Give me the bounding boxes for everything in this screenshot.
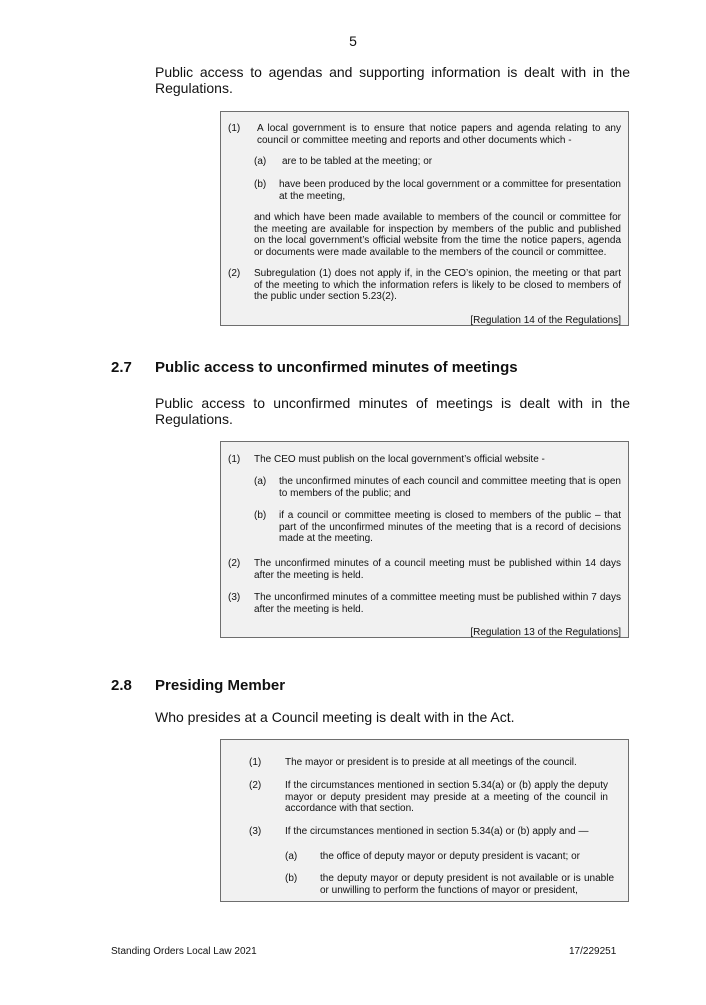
subitem-text: the office of deputy mayor or deputy president is vacant; or [320,851,580,862]
footer-document-reference: 17/229251 [569,946,617,957]
section-number: 2.8 [111,677,132,694]
subitem-label: (a) [285,851,298,862]
item-label: (3) [249,826,262,837]
subitem-label: (a) [254,476,267,487]
item-text: A local government is to ensure that notice papers and agenda relating to any council or committee meeting and reports and other documents which - [257,123,621,146]
item-text: If the circumstances mentioned in section 5.34(a) or (b) apply the deputy mayor or deputy president may preside at a meeting of the council in accordance with that section. [285,780,608,814]
item-text: Subregulation (1) does not apply if, in the CEO’s opinion, the meeting or that part of the meeting to which the information refers is likely to be closed to members of the public under section 5.23(2). [254,268,621,302]
subitem-text: the deputy mayor or deputy president is not available or is unable or unwilling to perform the functions of mayor or president, [320,873,614,896]
agendas-paragraph: Public access to agendas and supporting information is dealt with in the Regulations. [155,64,630,96]
section-heading-2-7 [111,359,518,376]
item-text: The unconfirmed minutes of a council meeting must be published within 14 days after the meeting is held. [254,558,621,581]
item-label: (2) [228,558,241,569]
item-label: (1) [228,454,241,465]
section-heading-2-8 [111,677,285,694]
continuation-text: and which have been made available to members of the council or committee for the meeting are available for inspection by members of the public and published on the local government’s official website from the time the notice papers, agenda or documents were made available to the members of the council or committee. [254,212,621,258]
regulation-reference: [Regulation 13 of the Regulations] [470,627,621,638]
subitem-label: (b) [285,873,298,884]
section-number: 2.7 [111,359,132,376]
subitem-text: are to be tabled at the meeting; or [282,156,433,167]
subitem-text: the unconfirmed minutes of each council and committee meeting that is open to members of the public; and [279,476,621,499]
item-text: The unconfirmed minutes of a committee meeting must be published within 7 days after the meeting is held. [254,592,621,615]
item-text: If the circumstances mentioned in section 5.34(a) or (b) apply and — [285,826,589,837]
subitem-label: (b) [254,510,267,521]
item-label: (1) [228,123,241,134]
regulation-reference: [Regulation 14 of the Regulations] [470,315,621,326]
subitem-text: if a council or committee meeting is closed to members of the public – that part of the unconfirmed minutes of the meeting that is a record of decisions made at the meeting. [279,510,621,544]
section-title: Public access to unconfirmed minutes of meetings [155,359,518,376]
subitem-label: (a) [254,156,267,167]
item-text: The CEO must publish on the local government’s official website - [254,454,545,465]
item-label: (1) [249,757,262,768]
minutes-paragraph: Public access to unconfirmed minutes of meetings is dealt with in the Regulations. [155,395,630,427]
item-label: (3) [228,592,241,603]
act-quote-box [220,739,629,902]
page-number: 5 [349,33,357,49]
subitem-text: have been produced by the local government or a committee for presentation at the meeting, [279,179,621,202]
regulation-14-quote-box [220,111,629,326]
regulation-13-quote-box [220,441,629,638]
presiding-paragraph: Who presides at a Council meeting is dealt with in the Act. [155,709,515,725]
item-label: (2) [228,268,241,279]
subitem-label: (b) [254,179,267,190]
section-title: Presiding Member [155,677,286,694]
item-text: The mayor or president is to preside at all meetings of the council. [285,757,577,768]
footer-document-title: Standing Orders Local Law 2021 [111,946,257,957]
item-label: (2) [249,780,262,791]
